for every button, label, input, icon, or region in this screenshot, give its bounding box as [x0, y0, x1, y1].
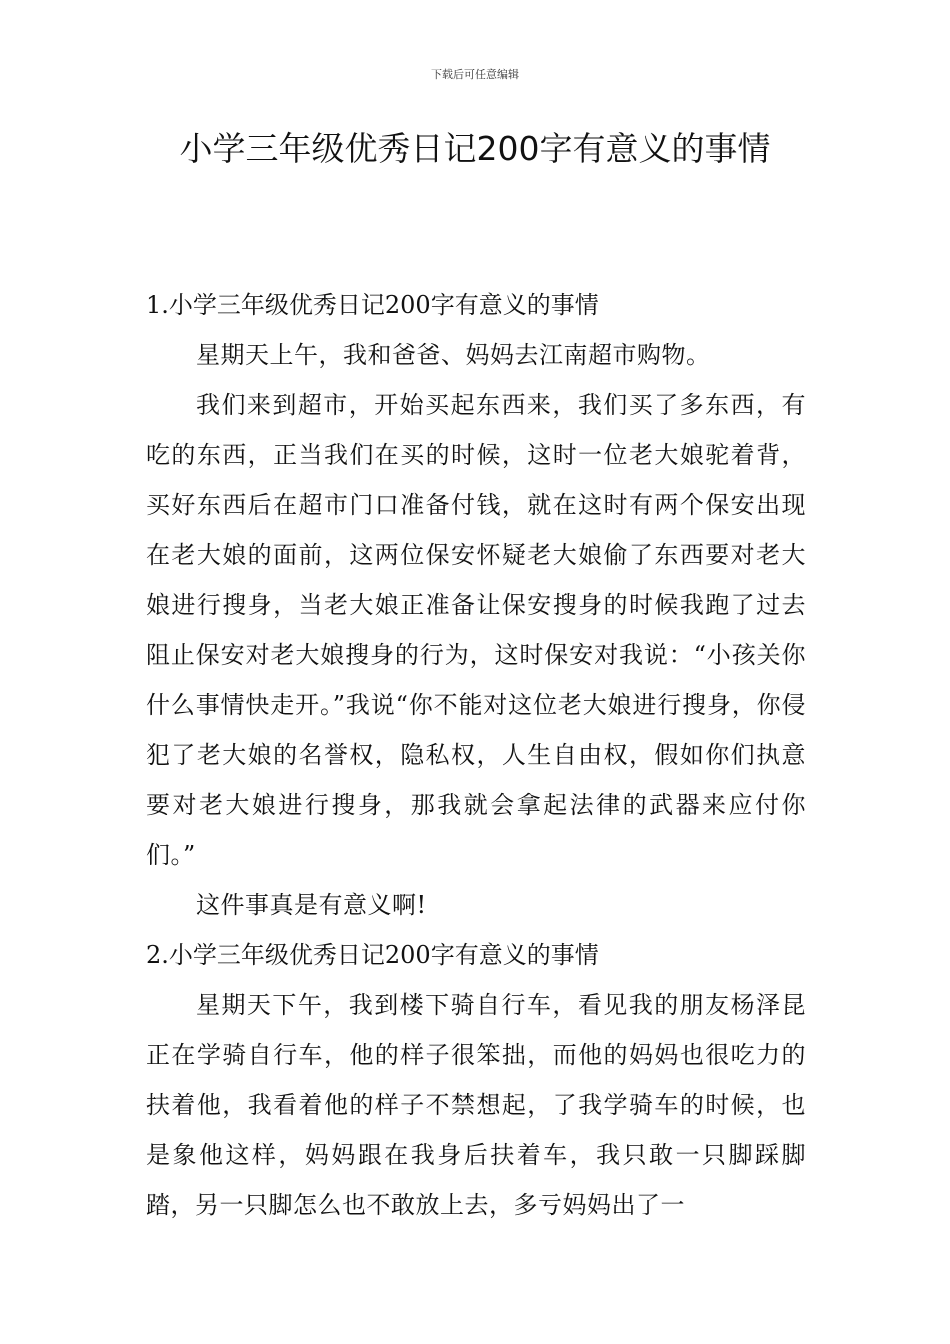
paragraph: 这件事真是有意义啊!	[196, 891, 427, 919]
paragraph: 我们来到超市，开始买起东西来，我们买了多东西，有吃的东西，正当我们在买的时候，这时一位老大娘驼着背，买好东西后在超市门口准备付钱，就在这时有两个保安出现在老大娘的面前，这两位保安怀疑老大娘偷了东西要对老大娘进行搜身，当老大娘正准备让保安搜身的时候我跑了过去阻止保安对老大娘搜身的行为，这时保安对我说：“小孩关你什么事情快走开。”我说“你不能对这位老大娘进行搜身，你侵犯了老大娘的名誉权，隐私权，人生自由权，假如你们执意要对老大娘进行搜身，那我就会拿起法律的武器来应付你们。”	[146, 391, 806, 869]
paragraph: 星期天上午，我和爸爸、妈妈去江南超市购物。	[196, 341, 711, 369]
section-heading: 2.小学三年级优秀日记200字有意义的事情	[146, 941, 599, 969]
section-heading: 1.小学三年级优秀日记200字有意义的事情	[146, 291, 599, 319]
document-title: 小学三年级优秀日记200字有意义的事情	[179, 129, 771, 168]
document-body	[146, 280, 806, 1230]
section-2	[146, 930, 806, 1230]
section-1	[146, 280, 806, 930]
header-note: 下载后可任意编辑	[431, 68, 519, 81]
paragraph: 星期天下午，我到楼下骑自行车，看见我的朋友杨泽昆正在学骑自行车，他的样子很笨拙，而他的妈妈也很吃力的扶着他，我看着他的样子不禁想起，了我学骑车的时候，也是象他这样，妈妈跟在我身后扶着车，我只敢一只脚踩脚踏，另一只脚怎么也不敢放上去，多亏妈妈出了一	[146, 991, 806, 1219]
